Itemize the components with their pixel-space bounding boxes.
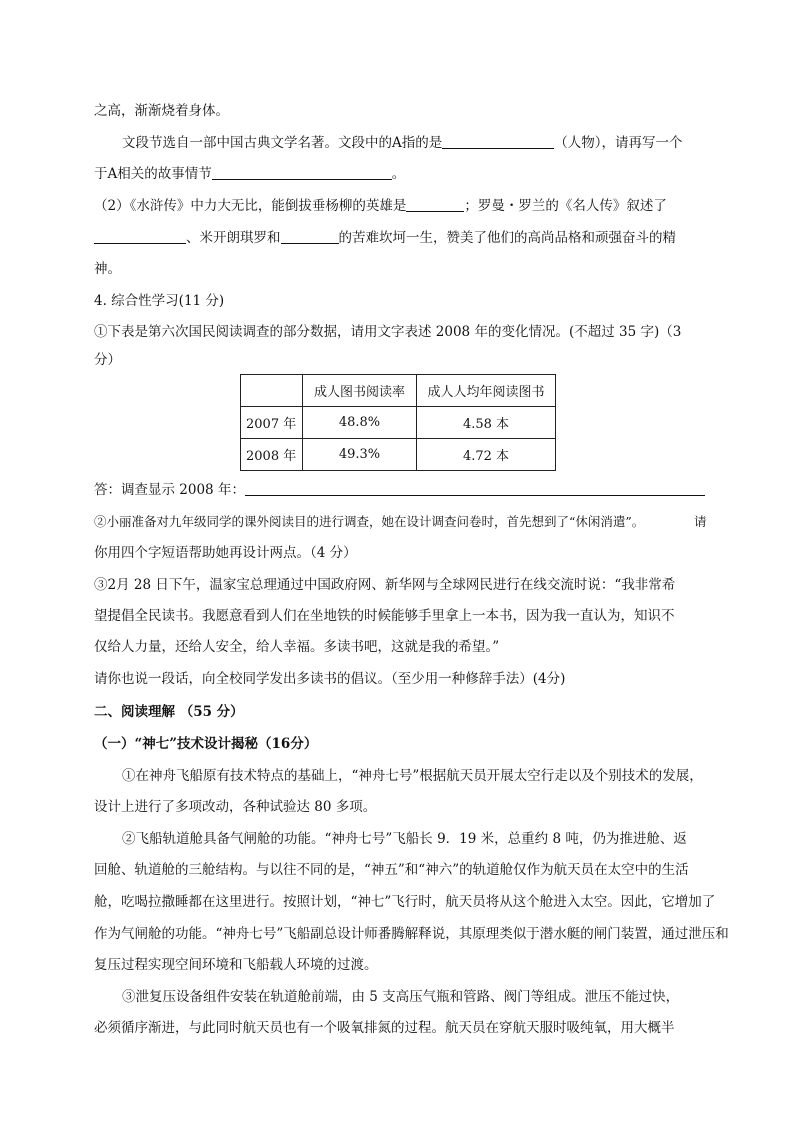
q3-text: 文段节选自一部中国古典文学名著。文段中的A指的是: [122, 135, 443, 151]
answer-blank[interactable]: [281, 229, 339, 244]
paragraph-1-line1: ①在神舟飞船原有技术特点的基础上，“神舟七号”根据航天员开展太空行走以及个别技术的发展，: [122, 768, 703, 784]
answer-label: 答：调查显示 2008 年：: [94, 482, 245, 498]
q3-text: 于A相关的故事情节: [94, 166, 212, 182]
table-header-cell: [241, 375, 303, 407]
table-cell: 4.72 本: [417, 439, 556, 471]
table-header-cell: 成人人均年阅读图书: [417, 375, 556, 407]
text-line: 之高，渐渐烧着身体。: [94, 103, 229, 119]
q3-line-1: [122, 133, 683, 153]
table-row: [241, 407, 556, 439]
q4-item3-line2: 望提倡全民读书。我愿意看到人们在坐地铁的时候能够手里拿上一本书，因为我一直认为，知识不: [94, 608, 675, 624]
paragraph-2-line2: 回舱、轨道舱的三舱结构。与以往不同的是，“神五”和“神六”的轨道舱仅作为航天员在太空中的生活: [94, 862, 689, 878]
q3-text: 。: [391, 166, 406, 182]
q4-item1-line1: ①下表是第六次国民阅读调查的部分数据，请用文字表述 2008 年的变化情况。(不超过 35 字)（3: [94, 324, 682, 340]
table-cell: 2007 年: [241, 407, 303, 439]
paragraph-1-line2: 设计上进行了多项改动，各种试验达 80 多项。: [94, 799, 377, 815]
table-cell: 4.58 本: [417, 407, 556, 439]
answer-line: [94, 480, 705, 500]
table-cell: 49.3%: [303, 439, 417, 471]
q4-item2-line2: 你用四个字短语帮助她再设计两点。（4 分）: [94, 545, 357, 561]
q3-line-2: [94, 164, 405, 184]
q3-text: 、米开朗琪罗和: [186, 230, 281, 246]
q4-item2-line1: [94, 512, 707, 532]
answer-blank[interactable]: [442, 134, 554, 149]
q3-line-5: 神。: [94, 261, 121, 277]
section-title: 二、阅读理解 （55 分）: [94, 704, 244, 720]
q4-item3-line4: 请你也说一段话，向全校同学发出多读书的倡议。（至少用一种修辞手法）(4分): [94, 671, 566, 687]
table-header-cell: 成人图书阅读率: [303, 375, 417, 407]
answer-blank[interactable]: [406, 197, 464, 212]
q4-item1-line2: 分）: [94, 352, 121, 368]
answer-blank[interactable]: [245, 481, 705, 496]
answer-blank[interactable]: [94, 229, 186, 244]
q4-item3-line1: ③2月 28 日下午，温家宝总理通过中国政府网、新华网与全球网民进行在线交流时说：“我非常希: [94, 577, 676, 593]
subsection-title: （一）“神七”技术设计揭秘（16分）: [94, 736, 318, 752]
paragraph-2-line3: 舱，吃喝拉撒睡都在这里进行。按照计划，“神七”飞行时，航天员将从这个舱进入太空。因此，它增加了: [94, 894, 716, 910]
table-row: [241, 439, 556, 471]
q3-text: 的苦难坎坷一生，赞美了他们的高尚品格和顽强奋斗的精: [338, 230, 676, 246]
q3-text: （2）《水浒传》中力大无比，能倒拔垂杨柳的英雄是: [94, 198, 407, 214]
paragraph-2-line5: 复压过程实现空间环境和飞船载人环境的过渡。: [94, 957, 378, 973]
answer-blank[interactable]: [212, 165, 392, 180]
q4-title: 4. 综合性学习(11 分): [94, 293, 225, 309]
q3-text: ；罗曼・罗兰的《名人传》叙述了: [464, 198, 667, 214]
paragraph-2-line4: 作为气闸舱的功能。“神舟七号”飞船副总设计师番腾解释说，其原理类似于潜水艇的闸门装置，通过泄压和: [94, 926, 729, 942]
q4-item2-text: ②小丽准备对九年级同学的课外阅读目的进行调查，她在设计调查问卷时，首先想到了“休闲消遣”。: [94, 514, 645, 529]
table-cell: 2008 年: [241, 439, 303, 471]
q3-line-4: [94, 228, 676, 248]
paragraph-3-line1: ③泄复压设备组件安装在轨道舱前端，由 5 支高压气瓶和管路、阀门等组成。泄压不能过快，: [122, 989, 680, 1005]
table-cell: 48.8%: [303, 407, 417, 439]
q4-item2-end: 请: [694, 514, 707, 529]
q3-text: （人物），请再写一个: [554, 135, 683, 151]
q4-item3-line3: 仅给人力量，还给人安全，给人幸福。多读书吧，这就是我的希望。”: [94, 639, 500, 655]
table-header-row: [241, 375, 556, 407]
survey-table: [240, 374, 556, 471]
q3-line-3: [94, 196, 667, 216]
paragraph-2-line1: ②飞船轨道舱具备气闸舱的功能。“神舟七号”飞船长 9．19 米，总重约 8 吨，仍为推进舱、返: [122, 831, 687, 847]
paragraph-3-line2: 必须循序渐进，与此同时航天员也有一个吸氧排氮的过程。航天员在穿航天服时吸纯氧，用大概半: [94, 1020, 675, 1036]
